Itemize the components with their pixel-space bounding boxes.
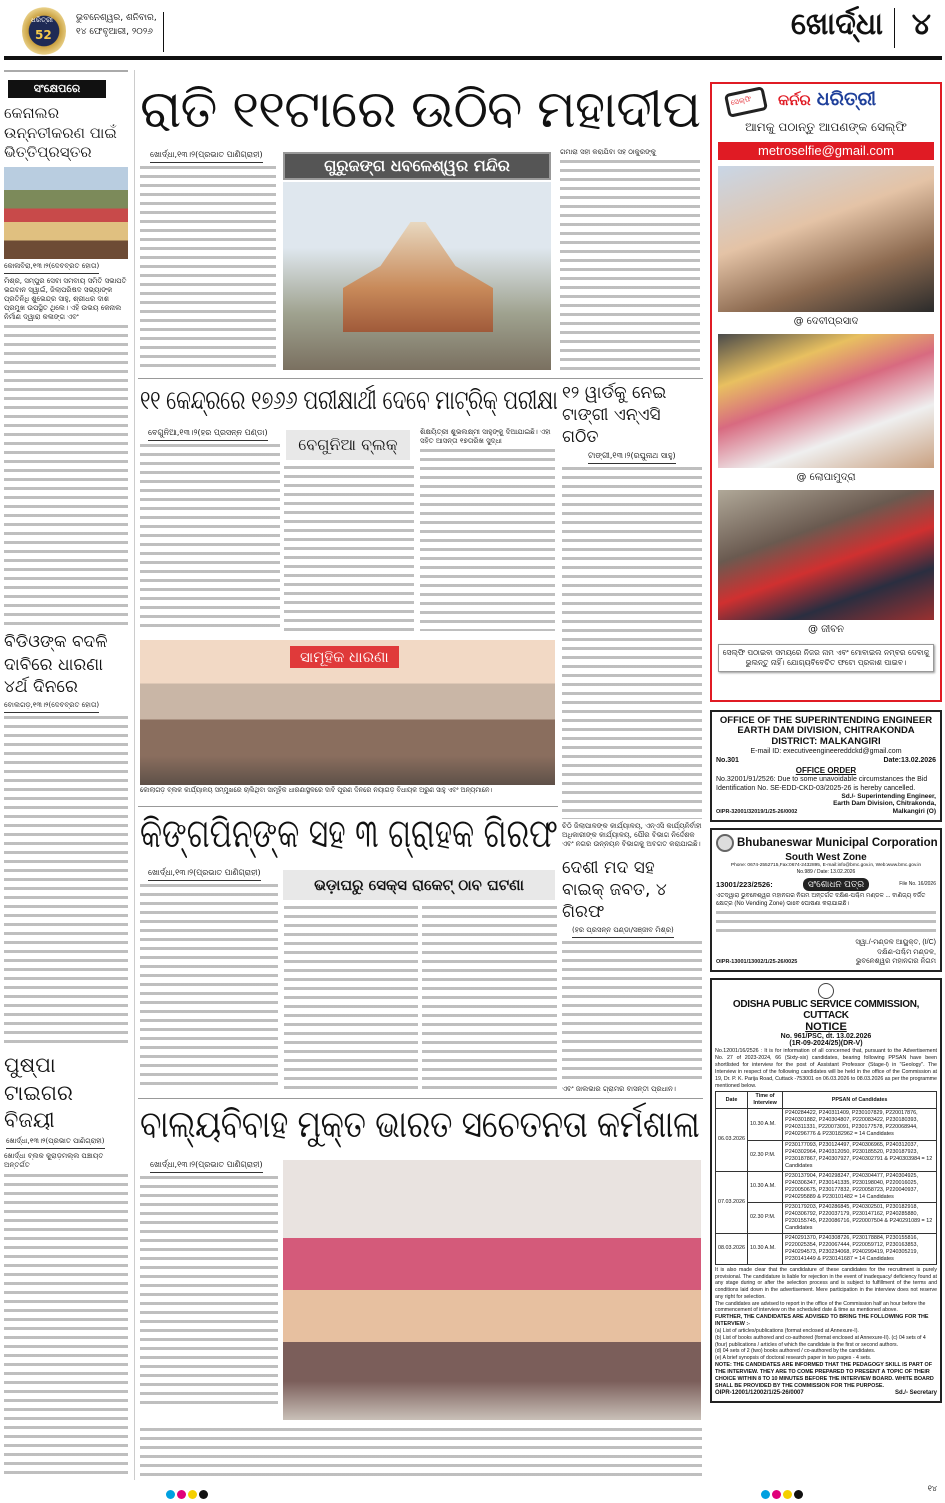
selfie-email-link[interactable]: metroselfie@gmail.com bbox=[718, 142, 934, 160]
page-number: ୪ bbox=[911, 7, 931, 42]
registration-dot bbox=[199, 1490, 208, 1499]
ppsan-list: P230179203, P240286845, P240302501, P230182918, P240306792, P220037179, P230147162, P240285880, P230155745, P220086716, P220007504 & P240291089 = 12 Candidates bbox=[783, 1202, 937, 1233]
interview-date: 06.03.2026 bbox=[716, 1109, 748, 1171]
workshop-photo bbox=[283, 1160, 701, 1420]
temple-label: ଗୁରୁଜଙ୍ଗ ଧବଳେଶ୍ୱର ମନ୍ଦିର bbox=[283, 152, 551, 180]
selfie-corner: ସେଲ୍ଫି କର୍ନର ଧରିତ୍ରୀ ଆମକୁ ପଠାନ୍ତୁ ଆପଣଙ୍କ ସେଲ୍ଫି metroselfie@gmail.com @ ଦେବୀପ୍ରସାଦ @ ଲୋପାମୁଦ୍ରା @ ଜୀବନ ସେଲ୍ଫି ପଠାଇବା ସମୟରେ ନିଜର ନାମ ଏବଂ ମୋବାଇଲ ନମ୍ବର ଦେବାକୁ ଭୁଲନ୍ତୁ ନାହିଁ। ଯୋଗ୍ୟବିବେଚିତ ଫଟୋ ପ୍ରକାଶ ପାଇବ। bbox=[710, 82, 942, 702]
brief-headline: କେନାଲର ଉନ୍ନତୀକରଣ ପାଇଁ ଭିତ୍ତିପ୍ରସ୍ତର bbox=[4, 104, 117, 161]
dateline: ଭୁବନେଶ୍ୱର, ଶନିବାର, ୧୪ ଫେବୃଆରୀ, ୨୦୨୬ bbox=[76, 12, 164, 52]
brief-label: ସଂକ୍ଷେପରେ bbox=[8, 80, 106, 98]
kingpin-headline: କିଙ୍ଗପିନ୍‌ଙ୍କ ସହ ୩ ଗ୍ରାହକ ଗିରଫ bbox=[140, 811, 558, 857]
block-tag: ବେଗୁନିଆ ବ୍ଲକ୍ bbox=[286, 430, 410, 460]
left-column: ସଂକ୍ଷେପରେ କେନାଲର ଉନ୍ନତୀକରଣ ପାଇଁ ଭିତ୍ତିପ୍ରସ୍ତର କୋଳାବିରା,୧୩।୨(ଦେବବ୍ରତ ହୋତା) ମିଶ୍ର, ସମ୍ପୁର ସେବା ସମବାୟ ସମିତି ସଭାପତି ଭଗବାନ ସ୍ୱାଇଁ, ଜିଲାପରିଷଦ ସଭ୍ୟାଙ୍କ ପ୍ରତିନିଧି ଶୁଭେନ୍ଦ୍ର ସାହୁ, ଶ୍ରୀଧର ଦାଶ ପ୍ରମୁଖ ଉପସ୍ଥିତ ଥିଲେ। ଏହି ଉଭୟ କେନାଲ ନିର୍ମାଣ ଦ୍ୱାରା କଳାଙ୍ଗ ଏବଂ ବିଡିଓଙ୍କ ବଦଳି ଦାବିରେ ଧାରଣା ୪ର୍ଥ ଦିନରେ ବୋଲଗଡ଼,୧୩।୨(ଦେବବ୍ରତ ହୋତା) ପୁଷ୍ପା ଟାଇଗର ବିଜୟୀ ଖୋର୍ଦ୍ଧା,୧୩।୨(ପ୍ରଭାତ ପାଣିଗ୍ରାହୀ) ଖୋର୍ଦ୍ଧା ବ୍ଲକ କୁରାଡ଼ମଲ୍ଲ ପଞ୍ଚାୟତ ଅନ୍ତର୍ଗତ bbox=[4, 70, 132, 1480]
interview-time: 02.30 P.M. bbox=[747, 1140, 782, 1171]
requirement-item: (e) A brief synopsis of doctoral research paper in two pages - 4 sets. bbox=[715, 1355, 872, 1362]
ads-stack bbox=[710, 710, 942, 1403]
brief-photo bbox=[4, 167, 128, 259]
masthead-rule bbox=[4, 56, 942, 60]
table-row bbox=[716, 1109, 937, 1140]
requirement-item: (d) 04 sets of 2 (two) books authored / co-authored by the candidates. bbox=[715, 1348, 876, 1355]
requirement-item: (b) List of books authored and co-authored (format enclosed at Annexure-II). (c) 04 sets of 4 (four) publications / articles of which the candidate is the first or second authors. bbox=[715, 1334, 926, 1348]
ppsan-list: P240291370, P240308726, P230178884, P230155816, P220025354, P220067444, P220059712, P230163853, P240294573, P230234068, P240299419, P240305219, P230141449 & P230141687 = 14 Candidates bbox=[783, 1233, 937, 1264]
liquor-headline: ଦେଶୀ ମଦ ସହ ବାଇକ୍ ଜବତ, ୪ ଗିରଫ bbox=[562, 858, 667, 923]
opsc-emblem-icon bbox=[818, 983, 834, 999]
selfie-photo-2 bbox=[718, 334, 934, 468]
ad-opsc: ODISHA PUBLIC SERVICE COMMISSION, CUTTACK NOTICE No. 961/PSC, dt. 13.02.2026 (1R-09-2024/25)(DR-V) No.12001/16/2526 : It is for information of all concerned that, pursuant to the Advertisement No. 27 of 2023-2024, 66 (Sixty-six) candidates, bearing following PPSAN have been shortlisted for interview for the post of Assistant Professor (Stage-I) in "Geology". The Interview in respect of the following candidates will be held in the office of the Commission at 19, Dr. P. K. Parija Road, Cuttack -753001 on 06.03.2026 to 08.03.2026 as per the programme mentioned below. Date Time of Interview PPSAN of Candidates 06.03.2026 10.30 A.M. P240284422, P240311409, P230107829, P220017876, P240301882, P240304807, P220083422, P230180393, P240311331, P220073091, P230177578, P220068944, P240296776 & P230182962 = 14 Candidates 02.30 P.M. P230177093, P230124497, P240306965, P240312037, P240302964, P240312050, P230185520, P230187923, P230187867, P240307927, P240302791 & P240303984 = 12 Candidates 07.03.2026 10.30 A.M. P230137904, P240298247, P240304477, P240304925, P240306347, P230141335, P230198040, P220016025, P220050675, P230177832, P220058723, P220040937, P240295889 & P230101482 = 14 Candidates 02.30 P.M. P230179203, P240286845, P240302501, P230182918, P240306792, P220037179, P230147162, P240285880, P230155745, P220086716, P220007504 & P240291089 = 12 Candidates 08.03.2026 10.30 A.M. P240291370, P240308726, P230178884, P230155816, P220025354, P220067444, P220059712, P230163853, P240294573, P230234068, P240299419, P240305219, P230141449 & P230141687 = 14 Candidates It is also made clear that the candidature of these candidates for the recruitment is purely provisional. The candidature is liable for rejection in the event of inadequacy/ deficiency found at any stage during or after the selection process and is subject to fulfillment of the terms and conditions laid down in the advertisement. Mere participation in the interview does not reserve any right for selection. The candidates are advised to report in the office of the Commission half an hour before the commencement of interview on the scheduled date & time as mentioned above. FURTHER, THE CANDIDATES ARE ADVISED TO BRING THE FOLLOWING FOR THE INTERVIEW :- (a) List of articles/publications (format enclosed at Annexure-I). (b) List of books authored and co-authored (format enclosed at Annexure-II). (c) 04 sets of 4 (four) publications / articles of which the candidate is the first or second authors. (d) 04 sets of 2 (two) books authored / co-authored by the candidates. (e) A brief synopsis of doctoral research paper in two pages - 4 sets. NOTE: THE CANDIDATES ARE INFORMED THAT THE PEDAGOGY SKILL IS PART OF THE INTERVIEW. THEY ARE TO COME PREPARED TO PRESENT A TOPIC OF THEIR CHOICE WITHIN 8 TO 10 MINUTES BEFORE THE INTERVIEW BOARD. WHITE BOARD SHALL BE PROVIDED BY THE COMMISSION FOR THE PURPOSE. OIPR-12001/12002/1/25-26/0007 Sd./- Secretary bbox=[710, 978, 942, 1403]
interview-time: 10.30 A.M. bbox=[747, 1233, 782, 1264]
section-title: ଖୋର୍ଦ୍ଧା bbox=[790, 7, 883, 42]
table-row bbox=[716, 1233, 937, 1264]
footer-color-marks: ୧୪ bbox=[0, 1484, 945, 1497]
interview-time: 10.30 A.M. bbox=[747, 1109, 782, 1140]
requirement-item: (a) List of articles/publications (format enclosed at Annexure-I). bbox=[715, 1328, 859, 1335]
temple-photo bbox=[283, 182, 551, 370]
ad-earth-dam-division: OFFICE OF THE SUPERINTENDING ENGINEER EARTH DAM DIVISION, CHITRAKONDA DISTRICT: MALKANGIRI E-mail ID: executiveengineereddckd@gmail.com No.301 Date:13.02.2026 OFFICE ORDER No.32001/91/2526: Due to some unavoidable circumstances the Bid Identification No. SE-EDD-CKD-03/2025-26 is hereby cancelled. OIPR-32001/32019/1/25-26/0002 Sd./- Superintending Engineer, Earth Dam Division, Chitrakonda, Malkangiri (O) bbox=[710, 710, 942, 822]
story2-headline: ବିଡିଓଙ୍କ ବଦଳି ଦାବିରେ ଧାରଣା ୪ର୍ଥ ଦିନରେ bbox=[4, 632, 108, 697]
anniversary-logo: ଧରିତ୍ରୀ 52 bbox=[22, 6, 66, 56]
registration-dot bbox=[794, 1490, 803, 1499]
matric-headline: ୧୧ କେନ୍ଦ୍ରରେ ୧୭୬୬ ପରୀକ୍ଷାର୍ଥୀ ଦେବେ ମାଟ୍ରିକ୍ ପରୀକ୍ଷା bbox=[140, 385, 558, 416]
story3-headline: ପୁଷ୍ପା ଟାଇଗର ବିଜୟୀ bbox=[4, 1053, 73, 1133]
bmc-emblem-icon bbox=[716, 834, 734, 852]
registration-dot bbox=[188, 1490, 197, 1499]
tangi-headline: ୧୨ ୱାର୍ଡକୁ ନେଇ ଟାଙ୍ଗୀ ଏନ୍‌ଏସି ଗଠିତ bbox=[562, 383, 667, 448]
interview-time: 02.30 P.M. bbox=[747, 1202, 782, 1233]
workshop-headline: ବାଲ୍ୟବିବାହ ମୁକ୍ତ ଭାରତ ସଚେତନତା କର୍ମଶାଳା bbox=[140, 1102, 700, 1146]
phone-icon: ସେଲ୍ଫି bbox=[724, 86, 768, 118]
table-row bbox=[716, 1202, 937, 1233]
registration-dot bbox=[166, 1490, 175, 1499]
interview-date: 07.03.2026 bbox=[716, 1171, 748, 1233]
registration-dot bbox=[783, 1490, 792, 1499]
registration-dot bbox=[177, 1490, 186, 1499]
ppsan-table: Date Time of Interview PPSAN of Candidates 06.03.2026 10.30 A.M. P240284422, P240311409, P230107829, P220017876, P240301882, P240304807, P220083422, P230180393, P240311331, P220073091, P230177578, P220068944, P240296776 & P230182962 = 14 Candidates 02.30 P.M. P230177093, P230124497, P240306965, P240312037, P240302964, P240312050, P230185520, P230187923, P230187867, P240307927, P240302791 & P240303984 = 12 Candidates 07.03.2026 10.30 A.M. P230137904, P240298247, P240304477, P240304925, P240306347, P230141335, P230198040, P220016025, P220050675, P230177832, P220058723, P220040937, P240295889 & P230101482 = 14 Candidates 02.30 P.M. P230179203, P240286845, P240302501, P230182918, P240306792, P220037179, P230147162, P240285880, P230155745, P220086716, P220007504 & P240291089 = 12 Candidates 08.03.2026 10.30 A.M. P240291370, P240308726, P230178884, P230155816, P220025354, P220067444, P220059712, P230163853, P240294573, P230234068, P240299419, P240305219, P230141449 & P230141687 = 14 Candidates bbox=[715, 1091, 937, 1264]
kingpin-subhead: ଭଡ଼ାଘରୁ ସେକ୍ସ ରାକେଟ୍ ଠାବ ଘଟଣା bbox=[283, 870, 555, 900]
registration-dot bbox=[761, 1490, 770, 1499]
selfie-photo-3 bbox=[718, 490, 934, 620]
interview-date: 08.03.2026 bbox=[716, 1233, 748, 1264]
registration-dot bbox=[772, 1490, 781, 1499]
interview-time: 10.30 A.M. bbox=[747, 1171, 782, 1202]
selfie-photo-1 bbox=[718, 166, 934, 312]
ppsan-list: P230177093, P230124497, P240306965, P240312037, P240302964, P240312050, P230185520, P230187923, P230187867, P240307927, P240302791 & P240303984 = 12 Candidates bbox=[783, 1140, 937, 1171]
ad-bmc: Bhubaneswar Municipal Corporation South West Zone Phone: 0674-2552715,Fax:0674-2432895, E-mail:info@bmc.gov.in, Web:www.bmc.gov.in No.989 / Date: 13.02.2026 13001/223/2526: ସଂଶୋଧନ ପତ୍ର File No. 16/2026 ଏତଦ୍ୱାରା ଭୁବନେଶ୍ୱର ମହାନଗର ନିଗମ ଅନ୍ତର୍ଗତ ଦକ୍ଷିଣ-ପଶ୍ଚିମ ମଣ୍ଡଳ ... ବାଣିଜ୍ୟ ବର୍ଜିତ କ୍ଷେତ୍ର (No Vending Zone) ଭାବେ ଘୋଷଣା କରାଯାଇଛି। OIPR-13001/13002/1/25-26/0025 ସ୍ୱା./-ମଣ୍ଡଳ ଆୟୁକ୍ତ, (I/C) ଦକ୍ଷିଣ-ପଶ୍ଚିମ ମଣ୍ଡଳ, ଭୁବନେଶ୍ୱର ମହାନଗର ନିଗମ bbox=[710, 828, 942, 972]
table-row bbox=[716, 1171, 937, 1202]
masthead bbox=[0, 0, 945, 60]
dharna-photo: ସାମୂହିକ ଧାରଣା bbox=[140, 640, 555, 785]
ppsan-list: P240284422, P240311409, P230107829, P220017876, P240301882, P240304807, P220083422, P230180393, P240311331, P220073091, P230177578, P220068944, P240296776 & P230182962 = 14 Candidates bbox=[783, 1109, 937, 1140]
table-row bbox=[716, 1140, 937, 1171]
lead-headline: ରାତି ୧୧ଟାରେ ଉଠିବ ମହାଦୀପ bbox=[140, 80, 701, 140]
ppsan-list: P230137904, P240298247, P240304477, P240304925, P240306347, P230141335, P230198040, P220016025, P220050675, P230177832, P220058723, P220040937, P240295889 & P230101482 = 14 Candidates bbox=[783, 1171, 937, 1202]
